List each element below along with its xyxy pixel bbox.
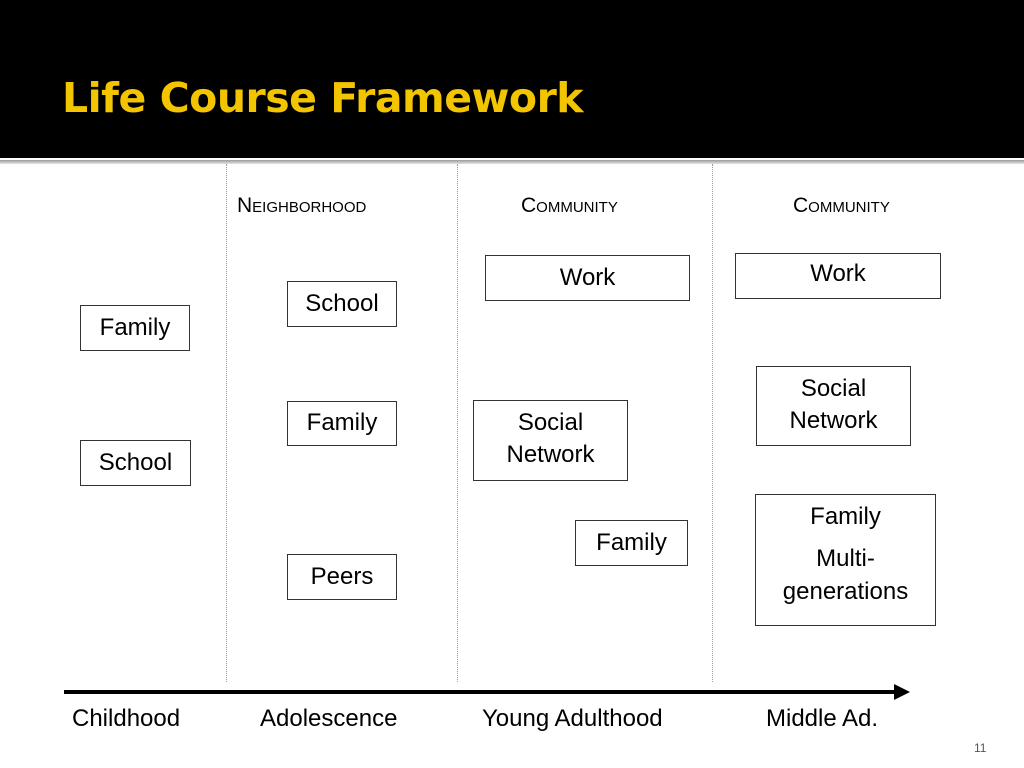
adolescence-peers-box [287,554,397,600]
box-label-line: Social [800,375,867,402]
childhood-family-box [80,305,190,351]
young-adulthood-work-box [485,255,690,301]
column-divider [226,164,227,682]
box-label: Family [99,313,171,341]
slide-title: Life Course Framework [62,74,584,122]
box-label: Family [306,409,378,437]
middle-adulthood-social-network-box [756,366,911,446]
box-label: School [98,448,173,476]
box-label: Work [810,260,866,287]
box-label-line: Network [789,407,878,435]
middle-adulthood-family-box [755,494,936,626]
column-heading-community: Community [521,194,618,217]
page-number: 11 [974,741,987,755]
box-label: School [305,289,379,317]
box-label-line: generations [782,577,909,605]
box-label: Work [559,263,616,291]
stage-label-childhood: Childhood [72,705,181,732]
adolescence-family-box [287,401,397,446]
timeline-axis [64,690,896,694]
column-divider [457,164,458,682]
box-label-line: Multi- [816,545,875,573]
stage-label-young-adulthood: Young Adulthood [482,705,663,732]
adolescence-school-box [287,281,397,327]
box-label-line: Network [506,441,595,469]
young-adulthood-family-box [575,520,688,566]
childhood-school-box [80,440,191,486]
timeline-arrowhead [894,684,910,700]
young-adulthood-social-network-box [473,400,628,481]
box-label: Family [596,528,667,556]
box-label-line: Family [810,503,881,530]
column-heading-neighborhood: Neighborhood [237,194,367,217]
middle-adulthood-work-box [735,253,941,299]
title-rule [0,160,1024,164]
column-divider [712,164,713,682]
stage-label-middle-adulthood: Middle Ad. [766,705,879,732]
box-label-line: Social [517,409,584,436]
column-heading-community: Community [793,194,890,217]
stage-label-adolescence: Adolescence [260,705,398,732]
box-label: Peers [310,562,374,590]
